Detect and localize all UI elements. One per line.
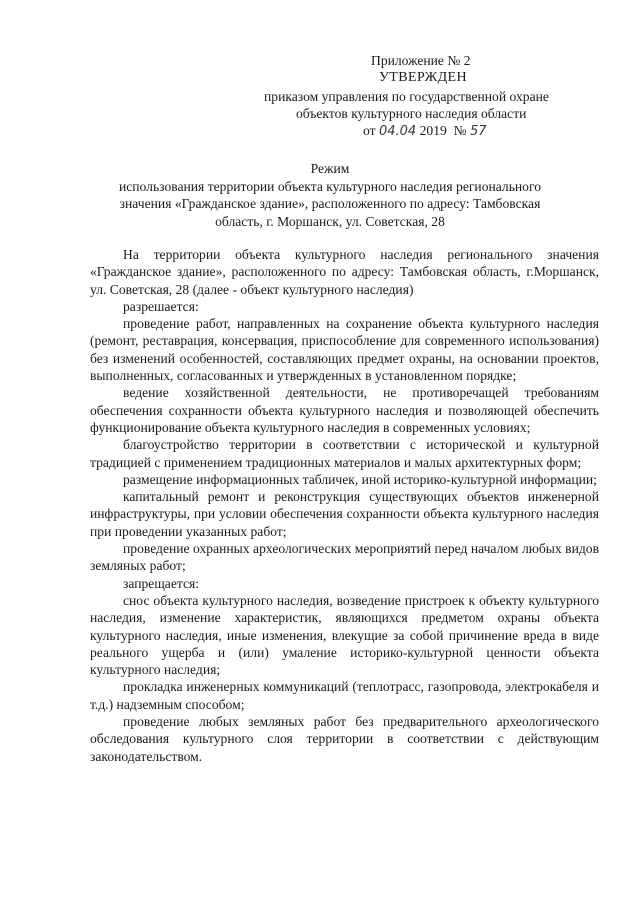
handwritten-date: 04.04 [378, 124, 417, 139]
order-year: 2019 [419, 123, 447, 138]
date-prefix: от [363, 123, 376, 138]
body-paragraph: благоустройство территории в соответствии с исторической и культурной традицией с применением традиционных материалов и малых архитектурных форм; [90, 437, 599, 470]
document-body [90, 246, 599, 765]
section-label-allowed: разрешается: [123, 298, 199, 314]
body-paragraph: прокладка инженерных коммуникаций (теплотрасс, газопровода, электрокабеля и т.д.) надземным способом; [90, 679, 599, 712]
body-paragraph: проведение работ, направленных на сохранение объекта культурного наследия (ремонт, реставрация, консервация, приспособление для современного использования) без изменений особенностей, составляющих предмет охраны, на основании проектов, выполненных, согласованных и утвержденных в установленном порядке; [90, 316, 599, 384]
document-title [80, 160, 580, 230]
approved-label: УТВЕРЖДЕН [379, 70, 468, 85]
order-line-2: объектов культурного наследия области [296, 106, 527, 121]
section-label-forbidden: запрещается: [123, 575, 200, 591]
number-prefix: № [453, 123, 467, 138]
body-paragraph: ведение хозяйственной деятельности, не противоречащей требованиям обеспечения сохранности объекта культурного наследия и позволяющей обеспечить функционирование объекта культурного наследия в современных условиях; [90, 385, 599, 435]
title-line: область, г. Моршанск, ул. Советская, 28 [215, 213, 445, 229]
title-line: значения «Гражданское здание», расположенного по адресу: Тамбовская [119, 196, 541, 211]
handwritten-number: 57 [469, 124, 487, 139]
order-date-line [363, 123, 487, 140]
body-paragraph: проведение охранных археологических мероприятий перед началом любых видов земляных работ; [90, 541, 599, 574]
title-heading: Режим [310, 161, 350, 176]
body-paragraph: проведение любых земляных работ без предварительного археологического обследования культурного слоя территории в соответствии с действующим законодательством. [90, 714, 599, 764]
body-paragraph: На территории объекта культурного наследия регионального значения «Гражданское здание», расположенного по адресу: Тамбовская область, г.Моршанск, ул. Советская, 28 (далее - объект культурного наследия) [90, 247, 599, 297]
order-line-1: приказом управления по государственной охране [264, 89, 549, 104]
body-paragraph: размещение информационных табличек, иной историко-культурной информации; [123, 471, 597, 487]
body-paragraph: снос объекта культурного наследия, возведение пристроек к объекту культурного наследия, изменение характеристик, являющихся предметом охраны объекта культурного наследия, иные изменения, влекущие за собой причинение вреда в виде реального ущерба и (или) умаление историко-культурной ценности объекта культурного наследия; [90, 592, 599, 678]
appendix-label: Приложение № 2 [371, 53, 471, 68]
body-paragraph: капитальный ремонт и реконструкция существующих объектов инженерной инфраструктуры, при условии обеспечения сохранности объекта культурного наследия при проведении указанных работ; [90, 489, 599, 539]
title-line: использования территории объекта культурного наследия регионального [118, 178, 542, 194]
